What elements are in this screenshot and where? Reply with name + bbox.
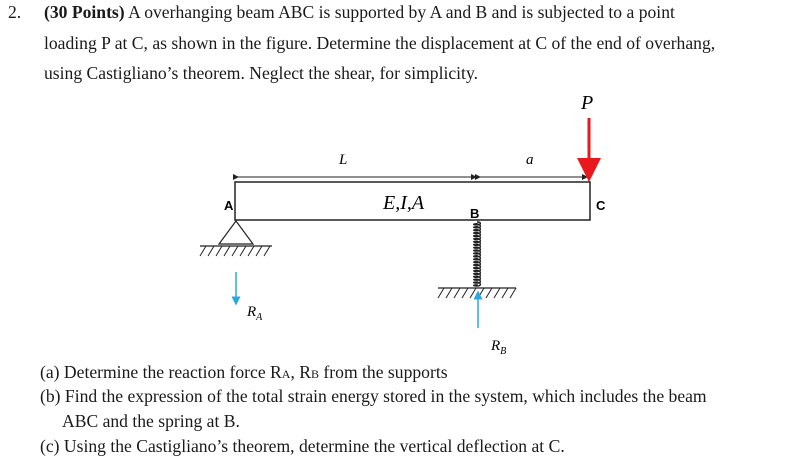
part-b-line-1: (b) Find the expression of the total strain energy stored in the system, which includes the beam	[40, 386, 707, 406]
problem-line-2: loading P at C, as shown in the figure. Determine the displacement at C of the end of overhang,	[44, 33, 716, 53]
dimension-a	[476, 152, 587, 177]
points-label: (30 Points)	[44, 2, 125, 22]
beam-properties: E,I,A	[383, 192, 425, 214]
point-A-label: A	[224, 198, 234, 213]
reaction-A-label: $R_A$	[247, 304, 263, 323]
pin-support-A	[200, 221, 272, 256]
span-label-L: L	[339, 152, 348, 168]
dimension-L	[238, 152, 480, 177]
part-c: (c) Using the Castigliano’s theorem, determine the vertical deflection at C.	[40, 436, 565, 456]
problem-line-1-text: A overhanging beam ABC is supported by A and B and is subjected to a point	[124, 2, 675, 22]
spring-B	[474, 222, 481, 286]
point-B-label: B	[470, 206, 480, 221]
span-label-a: a	[526, 152, 534, 168]
load-arrow-P	[580, 92, 593, 176]
load-label: P	[581, 92, 594, 114]
problem-line-3: using Castigliano’s theorem. Neglect the shear, for simplicity.	[44, 63, 478, 83]
reaction-B-label: $R_B$	[491, 338, 507, 357]
part-a: (a) Determine the reaction force RA, RB from the supports	[40, 362, 448, 382]
ground-B	[438, 288, 516, 298]
problem-number: 2.	[8, 2, 22, 22]
point-C-label: C	[596, 198, 606, 213]
part-b-line-2: ABC and the spring at B.	[62, 411, 240, 431]
